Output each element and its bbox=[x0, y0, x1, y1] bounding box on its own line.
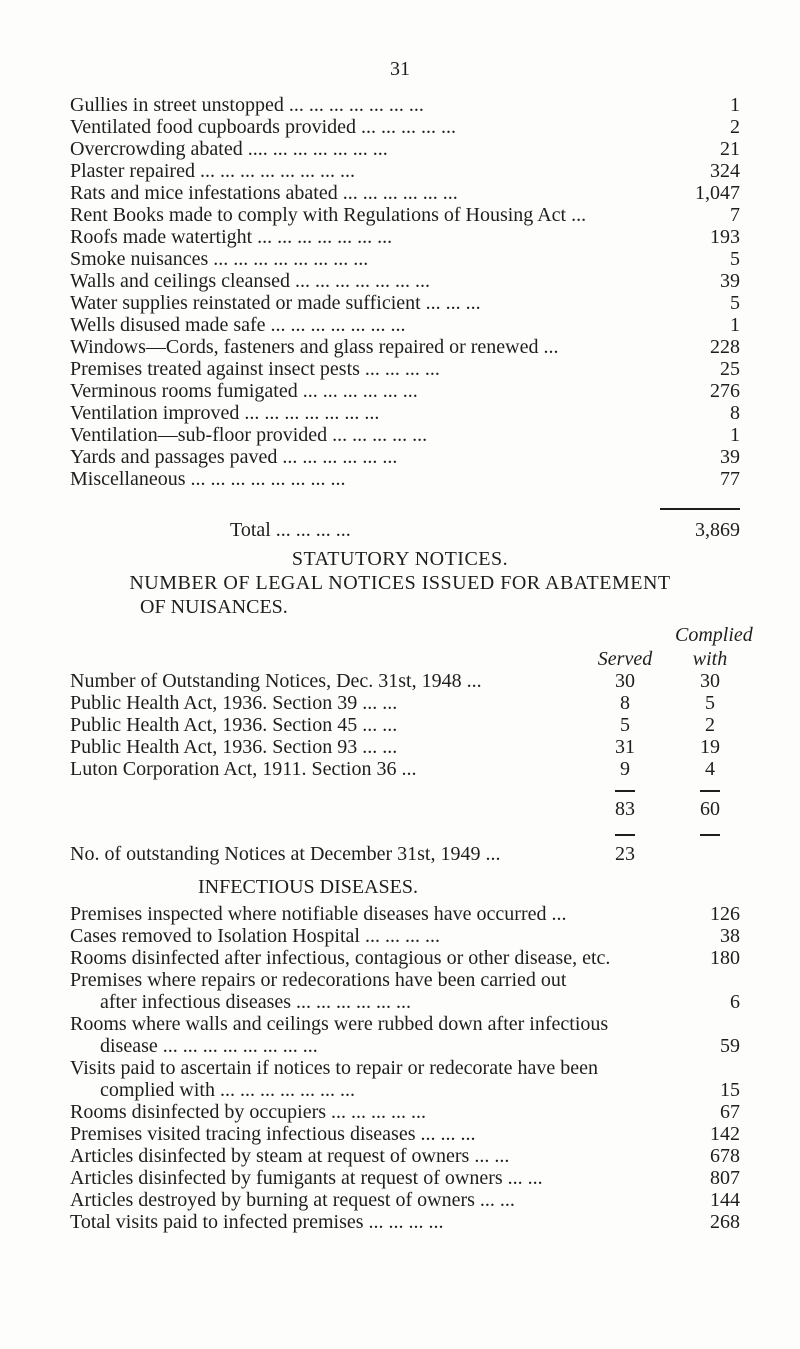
item-label: Premises inspected where notifiable diseases have occurred ... bbox=[70, 903, 567, 925]
item-value: 5 bbox=[730, 292, 740, 314]
list-item bbox=[70, 94, 740, 116]
outstanding-row bbox=[70, 843, 750, 865]
list-item bbox=[70, 380, 740, 402]
item-value: 126 bbox=[710, 903, 740, 925]
list-item bbox=[70, 116, 740, 138]
complied-total-rule bbox=[700, 834, 720, 836]
item-label: Miscellaneous ... ... ... ... ... ... ... ... bbox=[70, 468, 346, 490]
item-value: 324 bbox=[710, 160, 740, 182]
list-item bbox=[70, 1123, 740, 1145]
item-value: 1 bbox=[730, 314, 740, 336]
list-item bbox=[70, 336, 740, 358]
row-complied: 19 bbox=[700, 736, 720, 758]
list-item bbox=[70, 204, 740, 226]
row-label: Luton Corporation Act, 1911. Section 36 ... bbox=[70, 758, 417, 780]
row-served: 30 bbox=[615, 670, 635, 692]
item-label: Smoke nuisances ... ... ... ... ... ... ... ... bbox=[70, 248, 369, 270]
statutory-subheading-2: OF NUISANCES. bbox=[140, 596, 288, 618]
row-served: 5 bbox=[620, 714, 630, 736]
list-item bbox=[70, 314, 740, 336]
item-label: Ventilated food cupboards provided ... ... ... ... ... bbox=[70, 116, 457, 138]
row-served: 31 bbox=[615, 736, 635, 758]
list-item-continued bbox=[70, 991, 740, 1013]
item-label: Yards and passages paved ... ... ... ... ... ... bbox=[70, 446, 398, 468]
infectious-heading: INFECTIOUS DISEASES. bbox=[198, 876, 419, 898]
item-value: 59 bbox=[720, 1035, 740, 1057]
outstanding-label: No. of outstanding Notices at December 31st, 1949 ... bbox=[70, 843, 501, 865]
list-item bbox=[70, 402, 740, 424]
item-value: 6 bbox=[730, 991, 740, 1013]
item-label: Premises treated against insect pests ... ... ... ... bbox=[70, 358, 440, 380]
list-item bbox=[70, 1167, 740, 1189]
list-item bbox=[70, 270, 740, 292]
total-label: Total ... ... ... ... bbox=[230, 519, 351, 541]
item-label: Ventilation improved ... ... ... ... ... ... ... bbox=[70, 402, 380, 424]
item-label: Windows—Cords, fasteners and glass repaired or renewed ... bbox=[70, 336, 559, 358]
list-item bbox=[70, 226, 740, 248]
list-item bbox=[70, 358, 740, 380]
col-served-header: Served bbox=[597, 648, 653, 670]
item-value: 180 bbox=[710, 947, 740, 969]
list-item bbox=[70, 446, 740, 468]
row-label: Public Health Act, 1936. Section 45 ... ... bbox=[70, 714, 398, 736]
complied-subtotal-rule bbox=[700, 790, 720, 792]
served-total-rule bbox=[615, 834, 635, 836]
item-label: Rent Books made to comply with Regulations of Housing Act ... bbox=[70, 204, 587, 226]
item-value: 268 bbox=[710, 1211, 740, 1233]
item-value: 2 bbox=[730, 116, 740, 138]
row-complied: 30 bbox=[700, 670, 720, 692]
item-value: 1,047 bbox=[695, 182, 740, 204]
list-item bbox=[70, 1057, 740, 1079]
table-row bbox=[70, 714, 750, 736]
item-label: Premises visited tracing infectious diseases ... ... ... bbox=[70, 1123, 476, 1145]
item-value: 39 bbox=[720, 446, 740, 468]
list-item bbox=[70, 1013, 740, 1035]
item-label: Visits paid to ascertain if notices to repair or redecorate have been bbox=[70, 1057, 599, 1079]
item-label: Premises where repairs or redecorations have been carried out bbox=[70, 969, 567, 991]
item-value: 1 bbox=[730, 94, 740, 116]
item-value: 276 bbox=[710, 380, 740, 402]
item-value: 7 bbox=[730, 204, 740, 226]
served-subtotal-rule bbox=[615, 790, 635, 792]
item-value: 193 bbox=[710, 226, 740, 248]
list-item bbox=[70, 1145, 740, 1167]
list-item bbox=[70, 160, 740, 182]
item-value: 67 bbox=[720, 1101, 740, 1123]
item-label: after infectious diseases ... ... ... ... ... ... bbox=[100, 991, 412, 1013]
total-complied: 60 bbox=[700, 798, 720, 820]
item-label: Rooms disinfected after infectious, contagious or other disease, etc. bbox=[70, 947, 611, 969]
page-number: 31 bbox=[390, 58, 410, 80]
item-label: complied with ... ... ... ... ... ... ... bbox=[100, 1079, 355, 1101]
item-value: 21 bbox=[720, 138, 740, 160]
total-served: 83 bbox=[615, 798, 635, 820]
item-label: Ventilation—sub-floor provided ... ... ... ... ... bbox=[70, 424, 428, 446]
list-item bbox=[70, 925, 740, 947]
item-label: Total visits paid to infected premises ... ... ... ... bbox=[70, 1211, 444, 1233]
row-label: Public Health Act, 1936. Section 93 ... ... bbox=[70, 736, 398, 758]
item-label: Rooms where walls and ceilings were rubbed down after infectious bbox=[70, 1013, 609, 1035]
list-item bbox=[70, 947, 740, 969]
item-label: disease ... ... ... ... ... ... ... ... bbox=[100, 1035, 318, 1057]
row-served: 8 bbox=[620, 692, 630, 714]
row-label: Number of Outstanding Notices, Dec. 31st, 1948 ... bbox=[70, 670, 482, 692]
row-complied: 5 bbox=[705, 692, 715, 714]
list-item-continued bbox=[70, 1079, 740, 1101]
row-label: Public Health Act, 1936. Section 39 ... ... bbox=[70, 692, 398, 714]
item-value: 25 bbox=[720, 358, 740, 380]
item-label: Articles disinfected by steam at request of owners ... ... bbox=[70, 1145, 510, 1167]
table-row bbox=[70, 692, 750, 714]
item-value: 678 bbox=[710, 1145, 740, 1167]
item-value: 15 bbox=[720, 1079, 740, 1101]
item-label: Articles destroyed by burning at request of owners ... ... bbox=[70, 1189, 515, 1211]
total-rule bbox=[660, 508, 740, 510]
outstanding-value: 23 bbox=[615, 843, 635, 865]
item-value: 38 bbox=[720, 925, 740, 947]
item-label: Cases removed to Isolation Hospital ... ... ... ... bbox=[70, 925, 440, 947]
list-item bbox=[70, 1189, 740, 1211]
item-value: 1 bbox=[730, 424, 740, 446]
item-value: 77 bbox=[720, 468, 740, 490]
list-item bbox=[70, 292, 740, 314]
item-value: 144 bbox=[710, 1189, 740, 1211]
item-value: 5 bbox=[730, 248, 740, 270]
list-item bbox=[70, 138, 740, 160]
table-row bbox=[70, 758, 750, 780]
list-item bbox=[70, 1211, 740, 1233]
statutory-heading: STATUTORY NOTICES. bbox=[291, 548, 509, 570]
col-complied-header-2: with bbox=[692, 648, 728, 670]
col-complied-header: Complied bbox=[675, 624, 753, 646]
item-label: Plaster repaired ... ... ... ... ... ... ... ... bbox=[70, 160, 355, 182]
item-value: 39 bbox=[720, 270, 740, 292]
item-value: 228 bbox=[710, 336, 740, 358]
statutory-subheading: NUMBER OF LEGAL NOTICES ISSUED FOR ABATEMENT bbox=[129, 572, 671, 594]
item-label: Water supplies reinstated or made sufficient ... ... ... bbox=[70, 292, 481, 314]
list-item bbox=[70, 969, 740, 991]
item-label: Overcrowding abated .... ... ... ... ... ... ... bbox=[70, 138, 388, 160]
row-complied: 2 bbox=[705, 714, 715, 736]
list-item bbox=[70, 182, 740, 204]
row-complied: 4 bbox=[705, 758, 715, 780]
item-label: Wells disused made safe ... ... ... ... ... ... ... bbox=[70, 314, 406, 336]
item-label: Gullies in street unstopped ... ... ... ... ... ... ... bbox=[70, 94, 424, 116]
table-row bbox=[70, 736, 750, 758]
list-item bbox=[70, 903, 740, 925]
item-label: Walls and ceilings cleansed ... ... ... ... ... ... ... bbox=[70, 270, 430, 292]
item-label: Rats and mice infestations abated ... ... ... ... ... ... bbox=[70, 182, 458, 204]
list-item bbox=[70, 424, 740, 446]
list-item bbox=[70, 468, 740, 490]
item-label: Verminous rooms fumigated ... ... ... ... ... ... bbox=[70, 380, 418, 402]
item-value: 142 bbox=[710, 1123, 740, 1145]
item-label: Rooms disinfected by occupiers ... ... ... ... ... bbox=[70, 1101, 427, 1123]
row-served: 9 bbox=[620, 758, 630, 780]
total-row bbox=[70, 519, 740, 541]
list-item bbox=[70, 248, 740, 270]
item-value: 8 bbox=[730, 402, 740, 424]
item-label: Roofs made watertight ... ... ... ... ... ... ... bbox=[70, 226, 393, 248]
item-value: 807 bbox=[710, 1167, 740, 1189]
table-row bbox=[70, 670, 750, 692]
list-item-continued bbox=[70, 1035, 740, 1057]
item-label: Articles disinfected by fumigants at request of owners ... ... bbox=[70, 1167, 543, 1189]
total-value: 3,869 bbox=[695, 519, 740, 541]
list-item bbox=[70, 1101, 740, 1123]
